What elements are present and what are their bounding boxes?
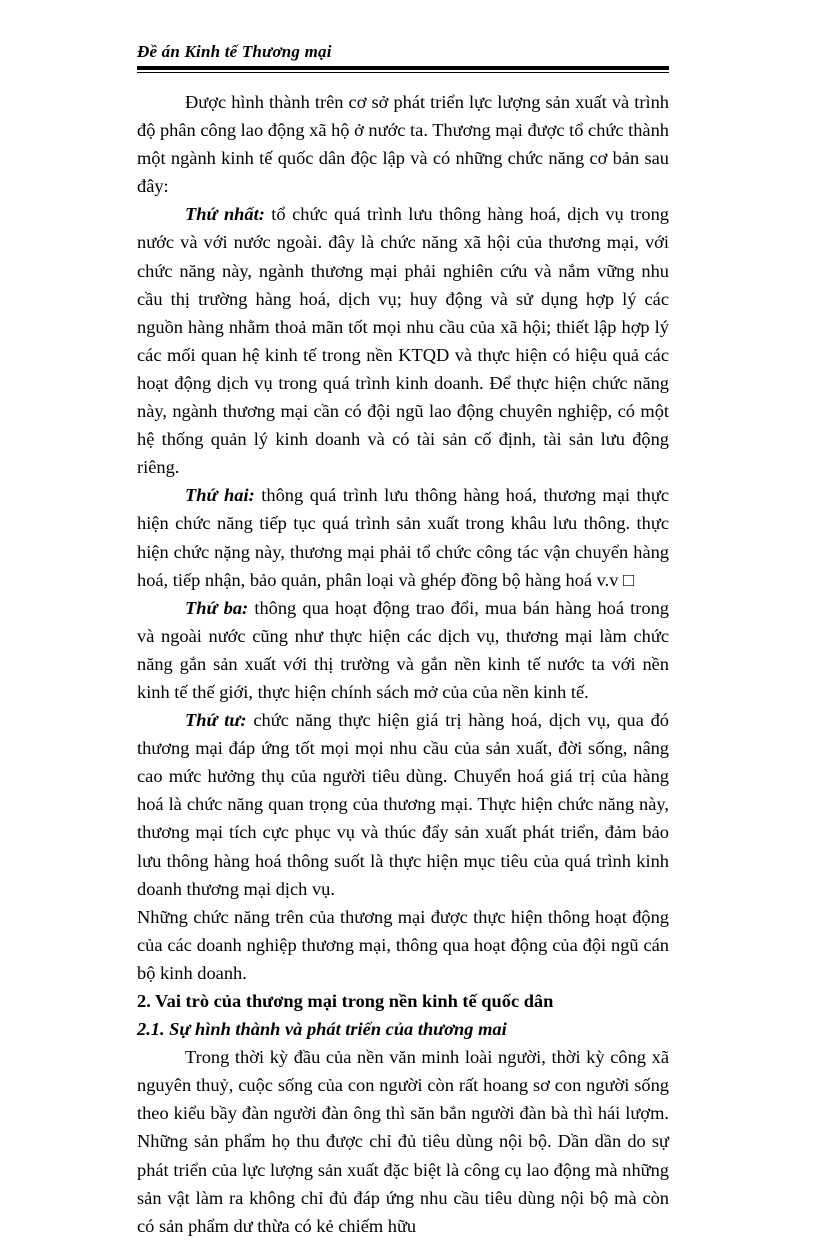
text-second: thông quá trình lưu thông hàng hoá, thương mại thực hiện chức năng tiếp tục quá trình sản xuất trong khâu lưu thông. thực hiện chức nặng này, thương mại phải tổ chức công tác vận chuyển hàng hoá, tiếp nhận, bảo quản, phân loại và ghép đồng bộ hàng hoá v.v [137, 485, 669, 590]
section-heading-2: 2. Vai trò của thương mại trong nền kinh tế quốc dân [137, 991, 554, 1011]
text-fourth: chức năng thực hiện giá trị hàng hoá, dịch vụ, qua đó thương mại đáp ứng tốt mọi mọi nhu cầu của sản xuất, đời sống, nâng cao mức hưởng thụ của người tiêu dùng. Chuyển hoá giá trị của hàng hoá là chức năng quan trọng của thương mại. Thực hiện chức năng này, thương mại tích cực phục vụ và thúc đẩy sản xuất phát triển, đảm bảo lưu thông hàng hoá thông suốt là thực hiện mục tiêu của quá trình kinh doanh thương mại dịch vụ. [137, 710, 669, 899]
header-rule-thick [137, 66, 669, 70]
paragraph-summary: Những chức năng trên của thương mại được thực hiện thông hoạt động của các doanh nghiệp thương mại, thông qua hoạt động của đội ngũ cán bộ kinh doanh. [137, 906, 669, 983]
paragraph-fourth-function [137, 706, 669, 903]
page-header-title: Đề án Kinh tế Thương mại [137, 42, 332, 61]
paragraph-history: Trong thời kỳ đầu của nền văn minh loài người, thời kỳ công xã nguyên thuỷ, cuộc sống của con người còn rất hoang sơ con người sống theo kiểu bầy đàn người đàn ông thì săn bắn người đàn bà thì hái lượm. Những sản phẩm họ thu được chỉ đủ tiêu dùng nội bộ. Dần dần do sự phát triển của lực lượng sản xuất đặc biệt là công cụ lao động mà những sản vật làm ra không chỉ đủ đáp ứng nhu cầu tiêu dùng nội bộ mà còn có sản phẩm dư thừa có kẻ chiếm hữu [137, 1047, 669, 1236]
lead-third: Thứ ba: [185, 597, 249, 618]
lead-second: Thứ hai: [185, 485, 255, 506]
lead-fourth: Thứ tư: [185, 710, 247, 731]
paragraph-first-function [137, 200, 669, 481]
lead-first: Thứ nhất: [185, 204, 265, 225]
missing-glyph-box: □ [623, 569, 635, 590]
paragraph-intro: Được hình thành trên cơ sở phát triển lực lượng sản xuất và trình độ phân công lao động xã hộ ở nước ta. Thương mại được tổ chức thành một ngành kinh tế quốc dân độc lập và có những chức năng cơ bản sau đây: [137, 92, 669, 197]
header-rule-thin [137, 72, 669, 73]
document-body [137, 88, 669, 1240]
text-first: tổ chức quá trình lưu thông hàng hoá, dịch vụ trong nước và với nước ngoài. đây là chức năng xã hội của thương mại, với chức năng này, ngành thương mại phải nghiên cứu và nắm vững nhu cầu thị trường hàng hoá, dịch vụ; huy động và sử dụng hợp lý các nguồn hàng nhằm thoả mãn tốt mọi nhu cầu của xã hội; thiết lập hợp lý các mối quan hệ kinh tế trong nền KTQD và thực hiện có hiệu quả các hoạt động dịch vụ trong quá trình kinh doanh. Để thực hiện chức năng này, ngành thương mại cần có đội ngũ lao động chuyên nghiệp, có một hệ thống quản lý kinh doanh và có tài sản cố định, tài sản lưu động riêng. [137, 204, 670, 478]
subsection-heading-2-1: 2.1. Sự hình thành và phát triển của thương mai [137, 1019, 507, 1040]
paragraph-third-function [137, 594, 669, 706]
text-third: thông qua hoạt động trao đổi, mua bán hàng hoá trong và ngoài nước cũng như thực hiện các dịch vụ, thương mại làm chức năng gắn sản xuất với thị trường và gắn nền kinh tế nước ta với nền kinh tế thế giới, thực hiện chính sách mở của của nền kinh tế. [137, 597, 669, 702]
paragraph-second-function [137, 481, 669, 593]
